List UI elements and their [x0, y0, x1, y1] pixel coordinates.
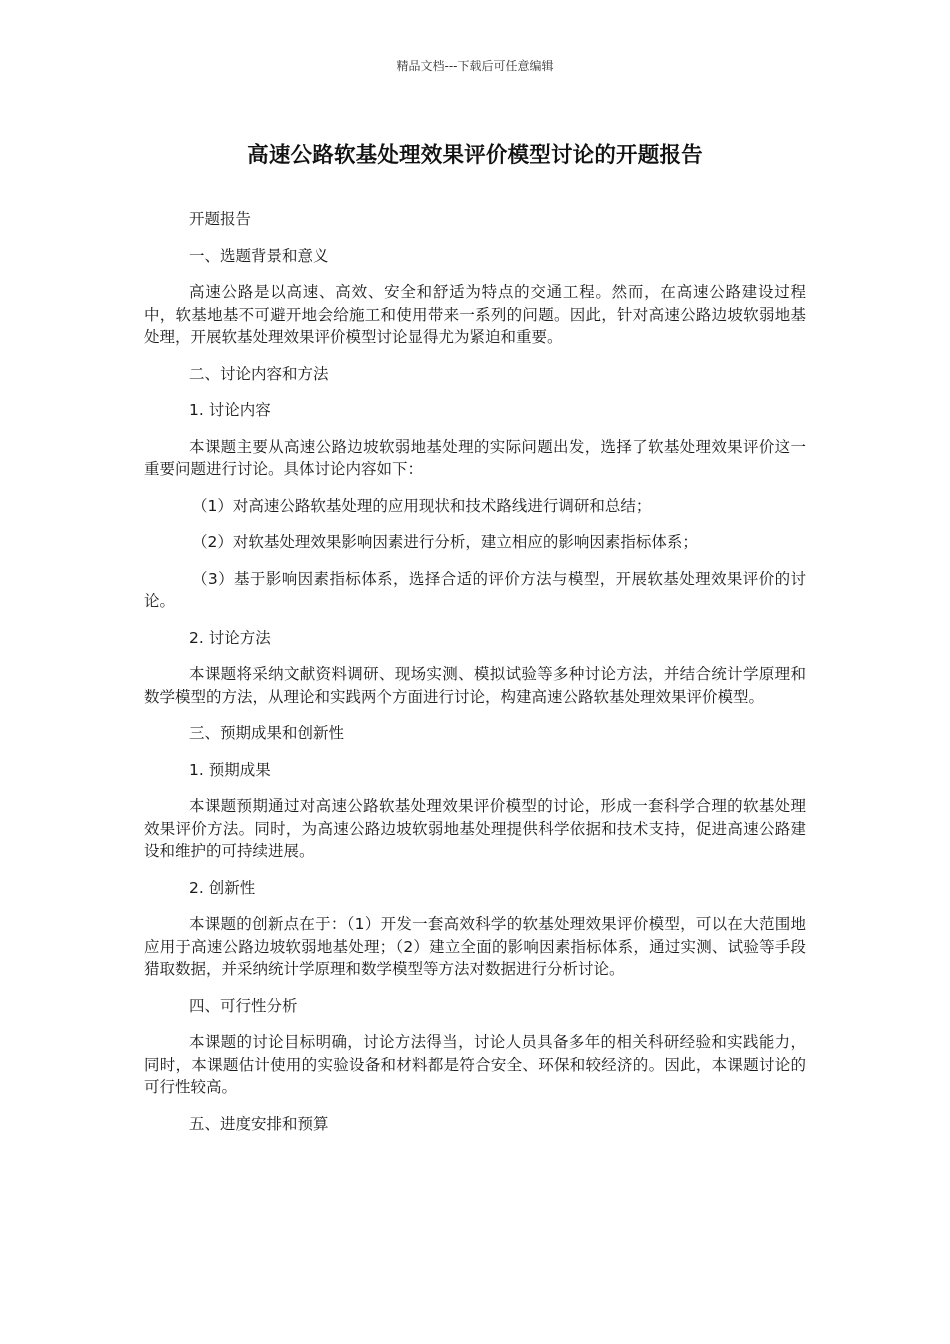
subsection-heading: 1. 预期成果	[189, 760, 271, 779]
body-paragraph: 本课题预期通过对高速公路软基处理效果评价模型的讨论，形成一套科学合理的软基处理效果评价方法。同时，为高速公路边坡软弱地基处理提供科学依据和技术支持，促进高速公路建设和维护的可持续进展。	[144, 797, 806, 860]
section-heading: 四、可行性分析	[189, 996, 298, 1015]
section-label: 开题报告	[189, 210, 252, 228]
list-item: （2）对软基处理效果影响因素进行分析，建立相应的影响因素指标体系；	[192, 533, 698, 551]
body-paragraph: 本课题主要从高速公路边坡软弱地基处理的实际问题出发，选择了软基处理效果评价这一重要问题进行讨论。具体讨论内容如下：	[144, 437, 806, 478]
document-body	[144, 208, 806, 1149]
header-note: 精品文档---下载后可任意编辑	[396, 59, 554, 73]
subsection-heading: 2. 创新性	[189, 878, 256, 897]
section-heading: 一、选题背景和意义	[189, 246, 329, 265]
body-paragraph: 高速公路是以高速、高效、安全和舒适为特点的交通工程。然而，在高速公路建设过程中，软基地基不可避开地会给施工和使用带来一系列的问题。因此，针对高速公路边坡软弱地基处理，开展软基处理效果评价模型讨论显得尤为紧迫和重要。	[144, 283, 806, 346]
body-paragraph: 本课题将采纳文献资料调研、现场实测、模拟试验等多种讨论方法，并结合统计学原理和数学模型的方法，从理论和实践两个方面进行讨论，构建高速公路软基处理效果评价模型。	[144, 665, 806, 706]
section-heading: 三、预期成果和创新性	[189, 724, 345, 742]
document-title: 高速公路软基处理效果评价模型讨论的开题报告	[247, 143, 703, 168]
body-paragraph: 本课题的讨论目标明确，讨论方法得当，讨论人员具备多年的相关科研经验和实践能力，同时，本课题估计使用的实验设备和材料都是符合安全、环保和较经济的。因此，本课题讨论的可行性较高。	[144, 1033, 806, 1096]
section-heading: 二、讨论内容和方法	[189, 364, 329, 383]
section-heading: 五、进度安排和预算	[189, 1114, 329, 1133]
body-paragraph: 本课题的创新点在于：（1）开发一套高效科学的软基处理效果评价模型，可以在大范围地应用于高速公路边坡软弱地基处理；（2）建立全面的影响因素指标体系，通过实测、试验等手段猎取数据，并采纳统计学原理和数学模型等方法对数据进行分析讨论。	[144, 915, 806, 978]
subsection-heading: 2. 讨论方法	[189, 628, 271, 647]
list-item: （1）对高速公路软基处理的应用现状和技术路线进行调研和总结；	[192, 496, 652, 515]
subsection-heading: 1. 讨论内容	[189, 401, 271, 419]
list-item: （3）基于影响因素指标体系，选择合适的评价方法与模型，开展软基处理效果评价的讨论。	[144, 569, 806, 610]
